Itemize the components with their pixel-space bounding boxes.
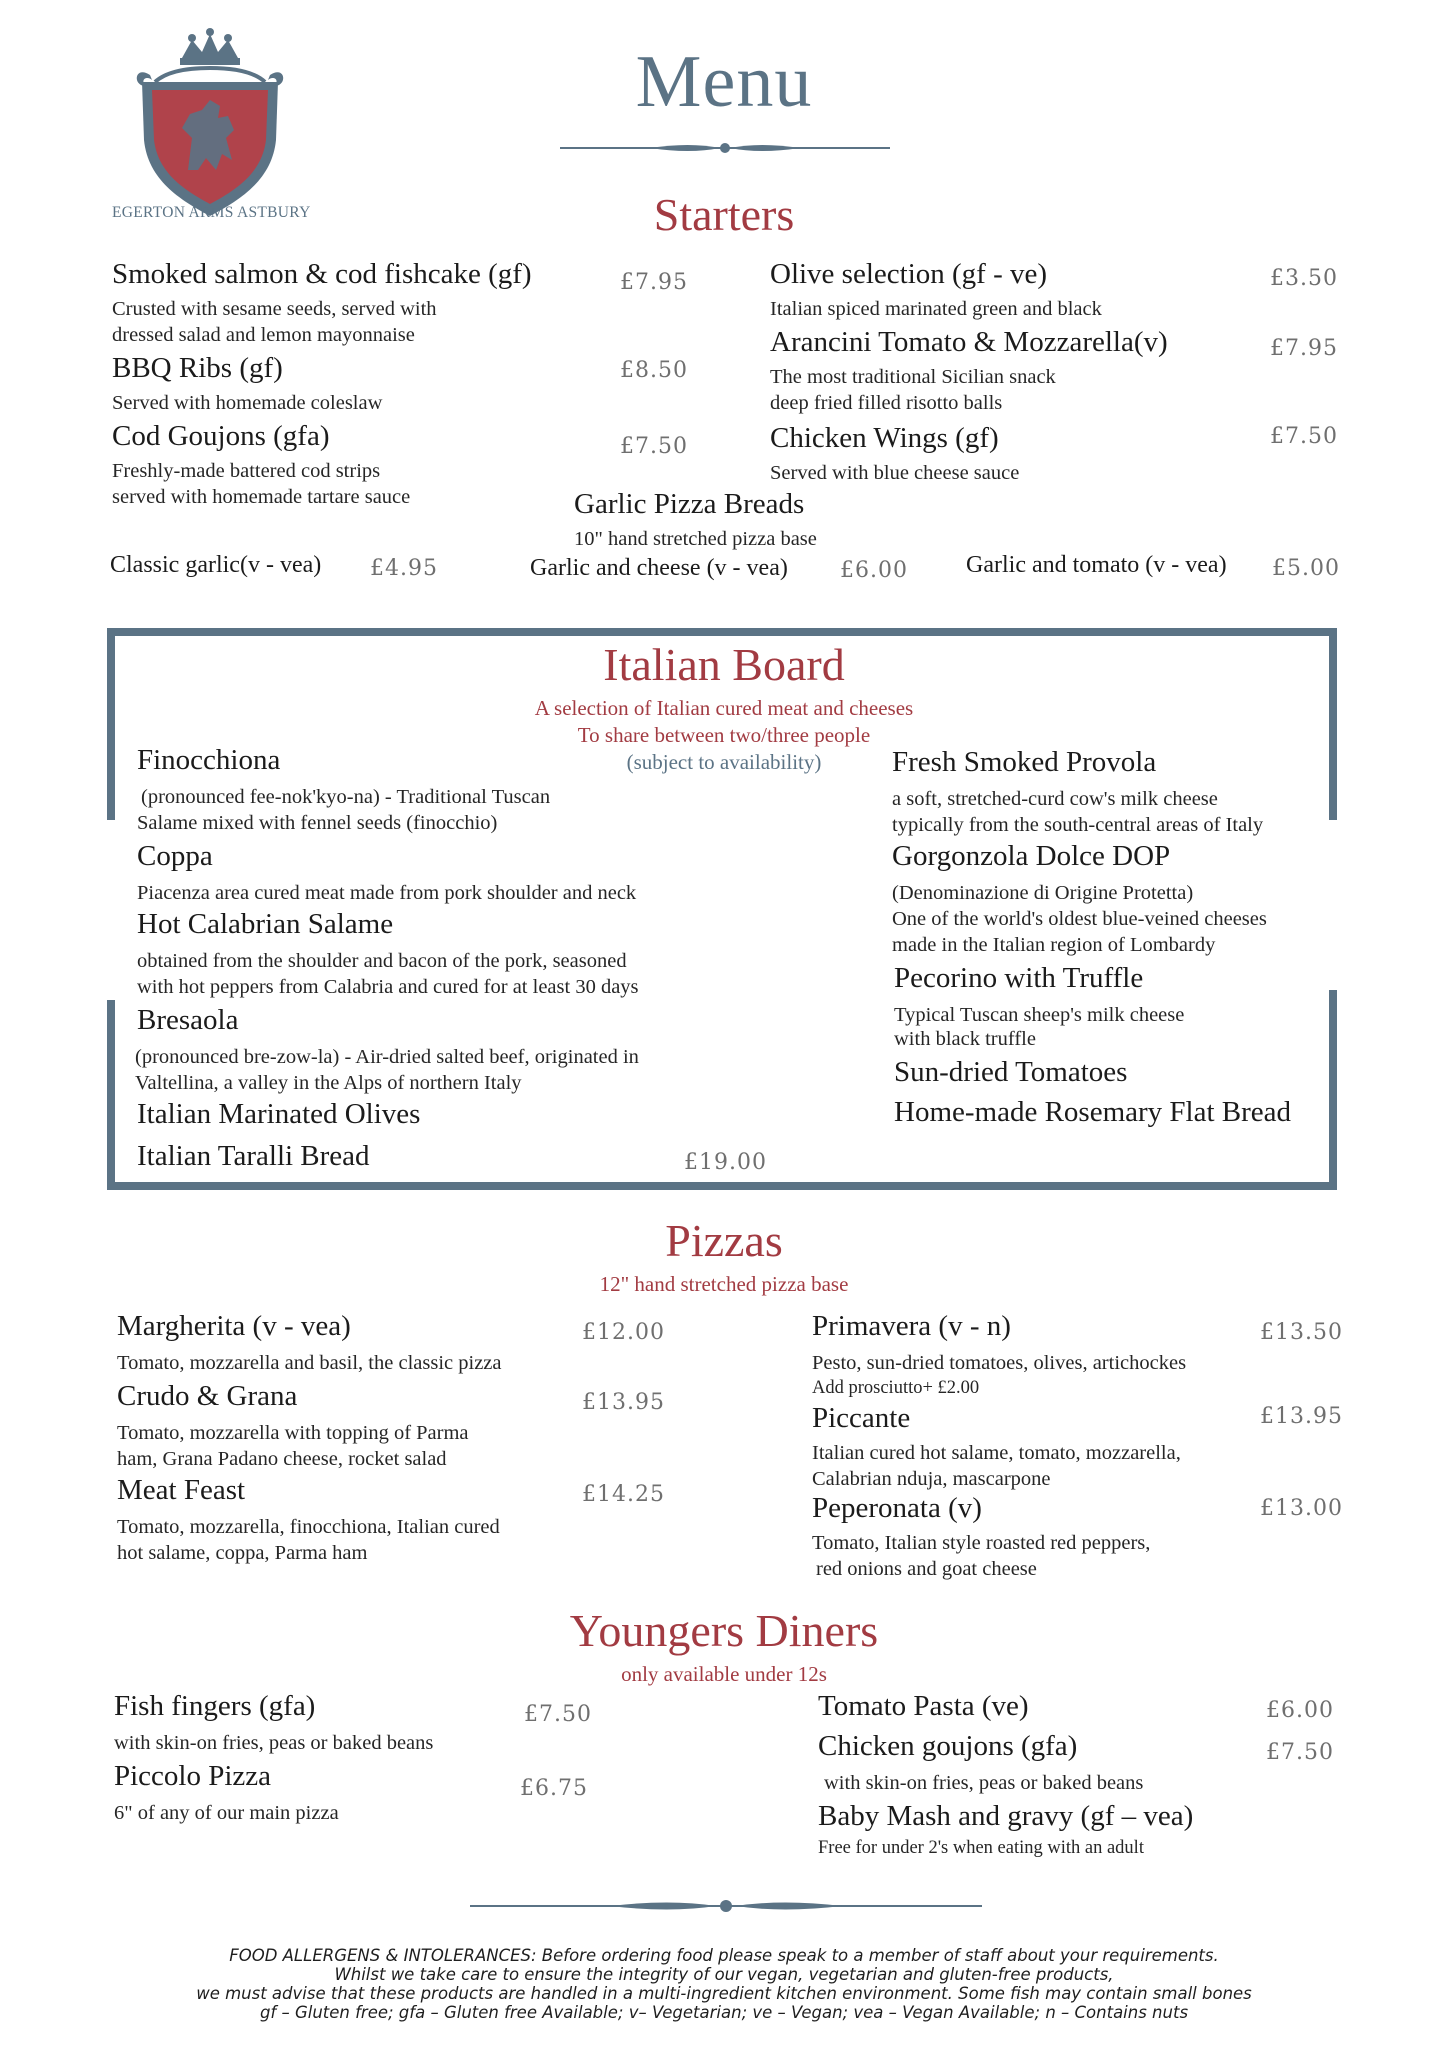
menu-item-name: Chicken Wings (gf): [770, 422, 999, 454]
board-item-name: Finocchiona: [137, 744, 281, 776]
menu-item-price: £13.50: [1260, 1320, 1343, 1345]
board-item-desc: with black truffle: [894, 1028, 1036, 1050]
board-item-name: Hot Calabrian Salame: [137, 908, 394, 940]
menu-item-desc: Served with homemade coleslaw: [112, 392, 383, 414]
menu-item-desc: deep fried filled risotto balls: [770, 392, 1003, 414]
board-item-desc: (pronounced bre-zow-la) - Air-dried salted beef, originated in: [135, 1046, 639, 1068]
menu-item-name: Crudo & Grana: [117, 1380, 298, 1412]
menu-item-name: BBQ Ribs (gf): [112, 352, 283, 384]
menu-item-name: Fish fingers (gfa): [114, 1690, 316, 1722]
menu-item-desc: Freshly-made battered cod strips: [112, 460, 381, 482]
section-subtitle: 12" hand stretched pizza base: [599, 1272, 849, 1296]
board-price: £19.00: [684, 1150, 767, 1175]
menu-item-desc: Served with blue cheese sauce: [770, 462, 1020, 484]
menu-item-desc: with skin-on fries, peas or baked beans: [824, 1772, 1144, 1794]
board-item-desc: Piacenza area cured meat made from pork shoulder and neck: [137, 882, 637, 904]
board-item-desc: Salame mixed with fennel seeds (finocchio): [137, 812, 498, 834]
menu-item-desc: The most traditional Sicilian snack: [770, 366, 1056, 388]
menu-item-desc: 10" hand stretched pizza base: [574, 528, 817, 550]
menu-item-price: £13.95: [582, 1390, 665, 1415]
menu-item-price: £8.50: [620, 358, 688, 383]
menu-item-name: Tomato Pasta (ve): [818, 1690, 1029, 1722]
menu-item-name: Piccante: [812, 1402, 911, 1434]
menu-item-name: Primavera (v - n): [812, 1310, 1011, 1342]
garlic-option-price: £6.00: [840, 558, 908, 583]
menu-item-desc: red onions and goat cheese: [816, 1558, 1037, 1580]
menu-item-price: £7.50: [1266, 1740, 1334, 1765]
menu-item-desc: Tomato, mozzarella with topping of Parma: [117, 1422, 469, 1444]
menu-item-desc: Calabrian nduja, mascarpone: [812, 1468, 1051, 1490]
allergen-notice-line: FOOD ALLERGENS & INTOLERANCES: Before ordering food please speak to a member of staff about your requirements.: [229, 1946, 1219, 1965]
page-title: Menu: [635, 41, 813, 123]
menu-item-note: Add prosciutto+ £2.00: [812, 1378, 980, 1398]
menu-item-price: £12.00: [582, 1320, 665, 1345]
garlic-option-price: £5.00: [1272, 556, 1340, 581]
menu-item-price: £6.00: [1266, 1698, 1334, 1723]
board-item-name: Coppa: [137, 840, 213, 872]
menu-item-name: Piccolo Pizza: [114, 1760, 272, 1792]
board-item-desc: (Denominazione di Origine Protetta): [892, 882, 1194, 904]
frame-gap: [1326, 820, 1340, 990]
menu-item-desc: served with homemade tartare sauce: [112, 486, 411, 508]
board-item-desc: typically from the south-central areas of Italy: [892, 814, 1264, 836]
menu-item-name: Peperonata (v): [812, 1492, 982, 1524]
board-item-desc: One of the world's oldest blue-veined cheeses: [892, 908, 1267, 930]
menu-item-price: £7.50: [1270, 424, 1338, 449]
section-title-youngers: Youngers Diners: [569, 1605, 879, 1656]
board-item-desc: a soft, stretched-curd cow's milk cheese: [892, 788, 1218, 810]
menu-item-price: £6.75: [520, 1776, 588, 1801]
menu-item-desc: Crusted with sesame seeds, served with: [112, 298, 437, 320]
menu-item-desc: dressed salad and lemon mayonnaise: [112, 324, 415, 346]
menu-item-price: £13.95: [1260, 1404, 1343, 1429]
allergen-key: gf – Gluten free; gfa – Gluten free Available; v– Vegetarian; ve – Vegan; vea – Vegan Available; n – Contains nuts: [259, 2003, 1189, 2022]
board-item-desc: (pronounced fee-nok'kyo-na) - Traditional Tuscan: [141, 786, 551, 808]
menu-item-price: £7.50: [620, 434, 688, 459]
garlic-option: Garlic and tomato (v - vea): [966, 552, 1227, 578]
board-item-name: Bresaola: [137, 1004, 239, 1036]
menu-item-name: Cod Goujons (gfa): [112, 420, 330, 452]
board-item-name: Sun-dried Tomatoes: [894, 1056, 1128, 1088]
menu-item-name: Garlic Pizza Breads: [574, 488, 805, 520]
section-title-starters: Starters: [653, 189, 795, 240]
menu-item-price: £14.25: [582, 1482, 665, 1507]
garlic-option-price: £4.95: [370, 556, 438, 581]
frame-gap: [104, 820, 118, 1000]
menu-item-price: £7.95: [620, 270, 688, 295]
title-divider: [560, 138, 890, 162]
menu-item-name: Meat Feast: [117, 1474, 246, 1506]
board-item-name: Gorgonzola Dolce DOP: [892, 840, 1171, 872]
menu-item-desc: Italian spiced marinated green and black: [770, 298, 1102, 320]
board-subtitle: A selection of Italian cured meat and cheeses: [534, 696, 914, 720]
menu-item-name: Chicken goujons (gfa): [818, 1730, 1078, 1762]
menu-item-desc: Free for under 2's when eating with an adult: [818, 1838, 1144, 1858]
menu-item-name: Smoked salmon & cod fishcake (gf): [112, 258, 532, 290]
garlic-option: Garlic and cheese (v - vea): [530, 555, 788, 581]
board-item-desc: Valtellina, a valley in the Alps of northern Italy: [135, 1072, 522, 1094]
menu-item-name: Margherita (v - vea): [117, 1310, 351, 1342]
board-item-name: Pecorino with Truffle: [894, 962, 1144, 994]
menu-item-desc: Tomato, mozzarella, finocchiona, Italian cured: [117, 1516, 500, 1538]
board-item-desc: obtained from the shoulder and bacon of the pork, seasoned: [137, 950, 627, 972]
menu-item-price: £7.95: [1270, 336, 1338, 361]
menu-item-name: Baby Mash and gravy (gf – vea): [818, 1800, 1194, 1832]
menu-item-price: £3.50: [1270, 266, 1338, 291]
allergen-notice-line: we must advise that these products are handled in a multi-ingredient kitchen environment. Some fish may contain small bones: [196, 1984, 1252, 2003]
menu-item-name: Olive selection (gf - ve): [770, 258, 1048, 290]
logo-text: EGERTON ARMS ASTBURY: [112, 204, 311, 221]
menu-item-price: £7.50: [524, 1702, 592, 1727]
section-title-pizzas: Pizzas: [665, 1215, 783, 1266]
menu-item-desc: with skin-on fries, peas or baked beans: [114, 1732, 434, 1754]
menu-item-name: Arancini Tomato & Mozzarella(v): [770, 326, 1168, 358]
board-item-name: Italian Taralli Bread: [137, 1140, 370, 1172]
menu-item-desc: hot salame, coppa, Parma ham: [117, 1542, 368, 1564]
menu-item-price: £13.00: [1260, 1496, 1343, 1521]
menu-item-desc: Pesto, sun-dried tomatoes, olives, artichockes: [812, 1352, 1187, 1374]
board-item-name: Italian Marinated Olives: [137, 1098, 421, 1130]
section-subtitle: only available under 12s: [621, 1662, 827, 1686]
board-item-desc: Typical Tuscan sheep's milk cheese: [894, 1004, 1185, 1026]
section-title-italian-board: Italian Board: [603, 639, 845, 690]
allergen-notice-line: Whilst we take care to ensure the integrity of our vegan, vegetarian and gluten-free products,: [334, 1965, 1114, 1984]
board-item-desc: made in the Italian region of Lombardy: [892, 934, 1216, 956]
board-item-desc: with hot peppers from Calabria and cured for at least 30 days: [137, 976, 639, 998]
board-item-name: Home-made Rosemary Flat Bread: [894, 1096, 1292, 1128]
menu-item-desc: Italian cured hot salame, tomato, mozzarella,: [812, 1442, 1181, 1464]
board-subtitle: To share between two/three people: [577, 723, 871, 747]
garlic-option: Classic garlic(v - vea): [110, 552, 322, 578]
menu-item-desc: Tomato, Italian style roasted red peppers,: [812, 1532, 1151, 1554]
menu-item-desc: 6" of any of our main pizza: [114, 1802, 339, 1824]
board-item-name: Fresh Smoked Provola: [892, 746, 1157, 778]
menu-item-desc: ham, Grana Padano cheese, rocket salad: [117, 1448, 447, 1470]
footer-divider: [470, 1896, 982, 1920]
menu-item-desc: Tomato, mozzarella and basil, the classic pizza: [117, 1352, 502, 1374]
board-subtitle: (subject to availability): [626, 750, 822, 774]
